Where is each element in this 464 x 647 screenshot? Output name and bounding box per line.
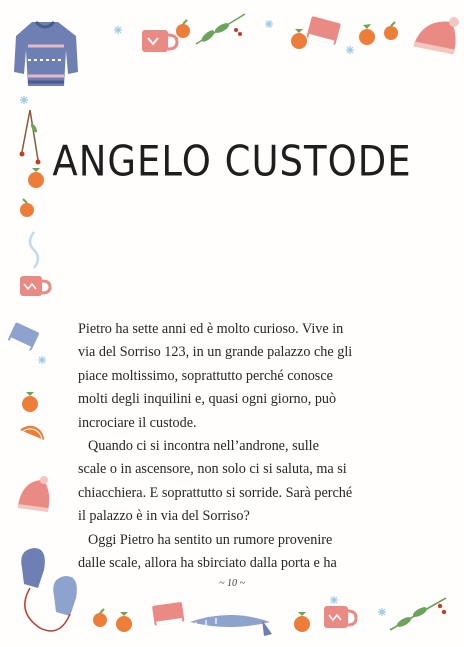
chapter-title: ANGELO CUSTODE [52,137,412,186]
sweater-icon [14,22,78,86]
text-line: Quando ci si incontra nell’androne, sulle [88,437,319,454]
book-icon [306,16,341,45]
text-line: chiacchiera. E soprattutto si sorride. Sarà perché [78,484,353,501]
scarf-icon [190,615,272,636]
text-line: Oggi Pietro ha sentito un rumore provenire [88,531,333,548]
hat-icon [414,17,459,52]
text-line: dalle scale, allora ha sbirciato dalla porta e ha [78,554,337,571]
text-line: molti degli inquilini e, quasi ogni giorno, può [78,391,337,408]
orange-icon [20,168,44,440]
page-number-value: 10 [227,578,237,589]
branch-icon [390,598,446,630]
chapter-body [78,318,410,575]
book-icon [8,322,40,351]
text-line: incrociare il custode. [78,414,197,431]
text-line: via del Sorriso 123, in un grande palazzo che gli [78,344,353,361]
mug-icon [20,276,50,296]
text-line: Pietro ha sette anni ed è molto curioso. Vive in [78,321,344,337]
text-line: piace moltissimo, soprattutto perché conosce [78,367,333,384]
mug-icon [142,30,177,52]
text-line: il palazzo è in via del Sorriso? [78,508,250,525]
steam-swirl-icon [30,232,38,268]
hat-icon [18,476,49,510]
branch-icon [196,14,245,44]
text-line: scale o in ascensore, non solo ci si saluta, ma si [78,461,347,478]
mug-icon [324,606,356,628]
mittens-icon [21,548,77,631]
page-number: ~ 10 ~ [219,578,245,589]
book-icon [152,602,184,626]
